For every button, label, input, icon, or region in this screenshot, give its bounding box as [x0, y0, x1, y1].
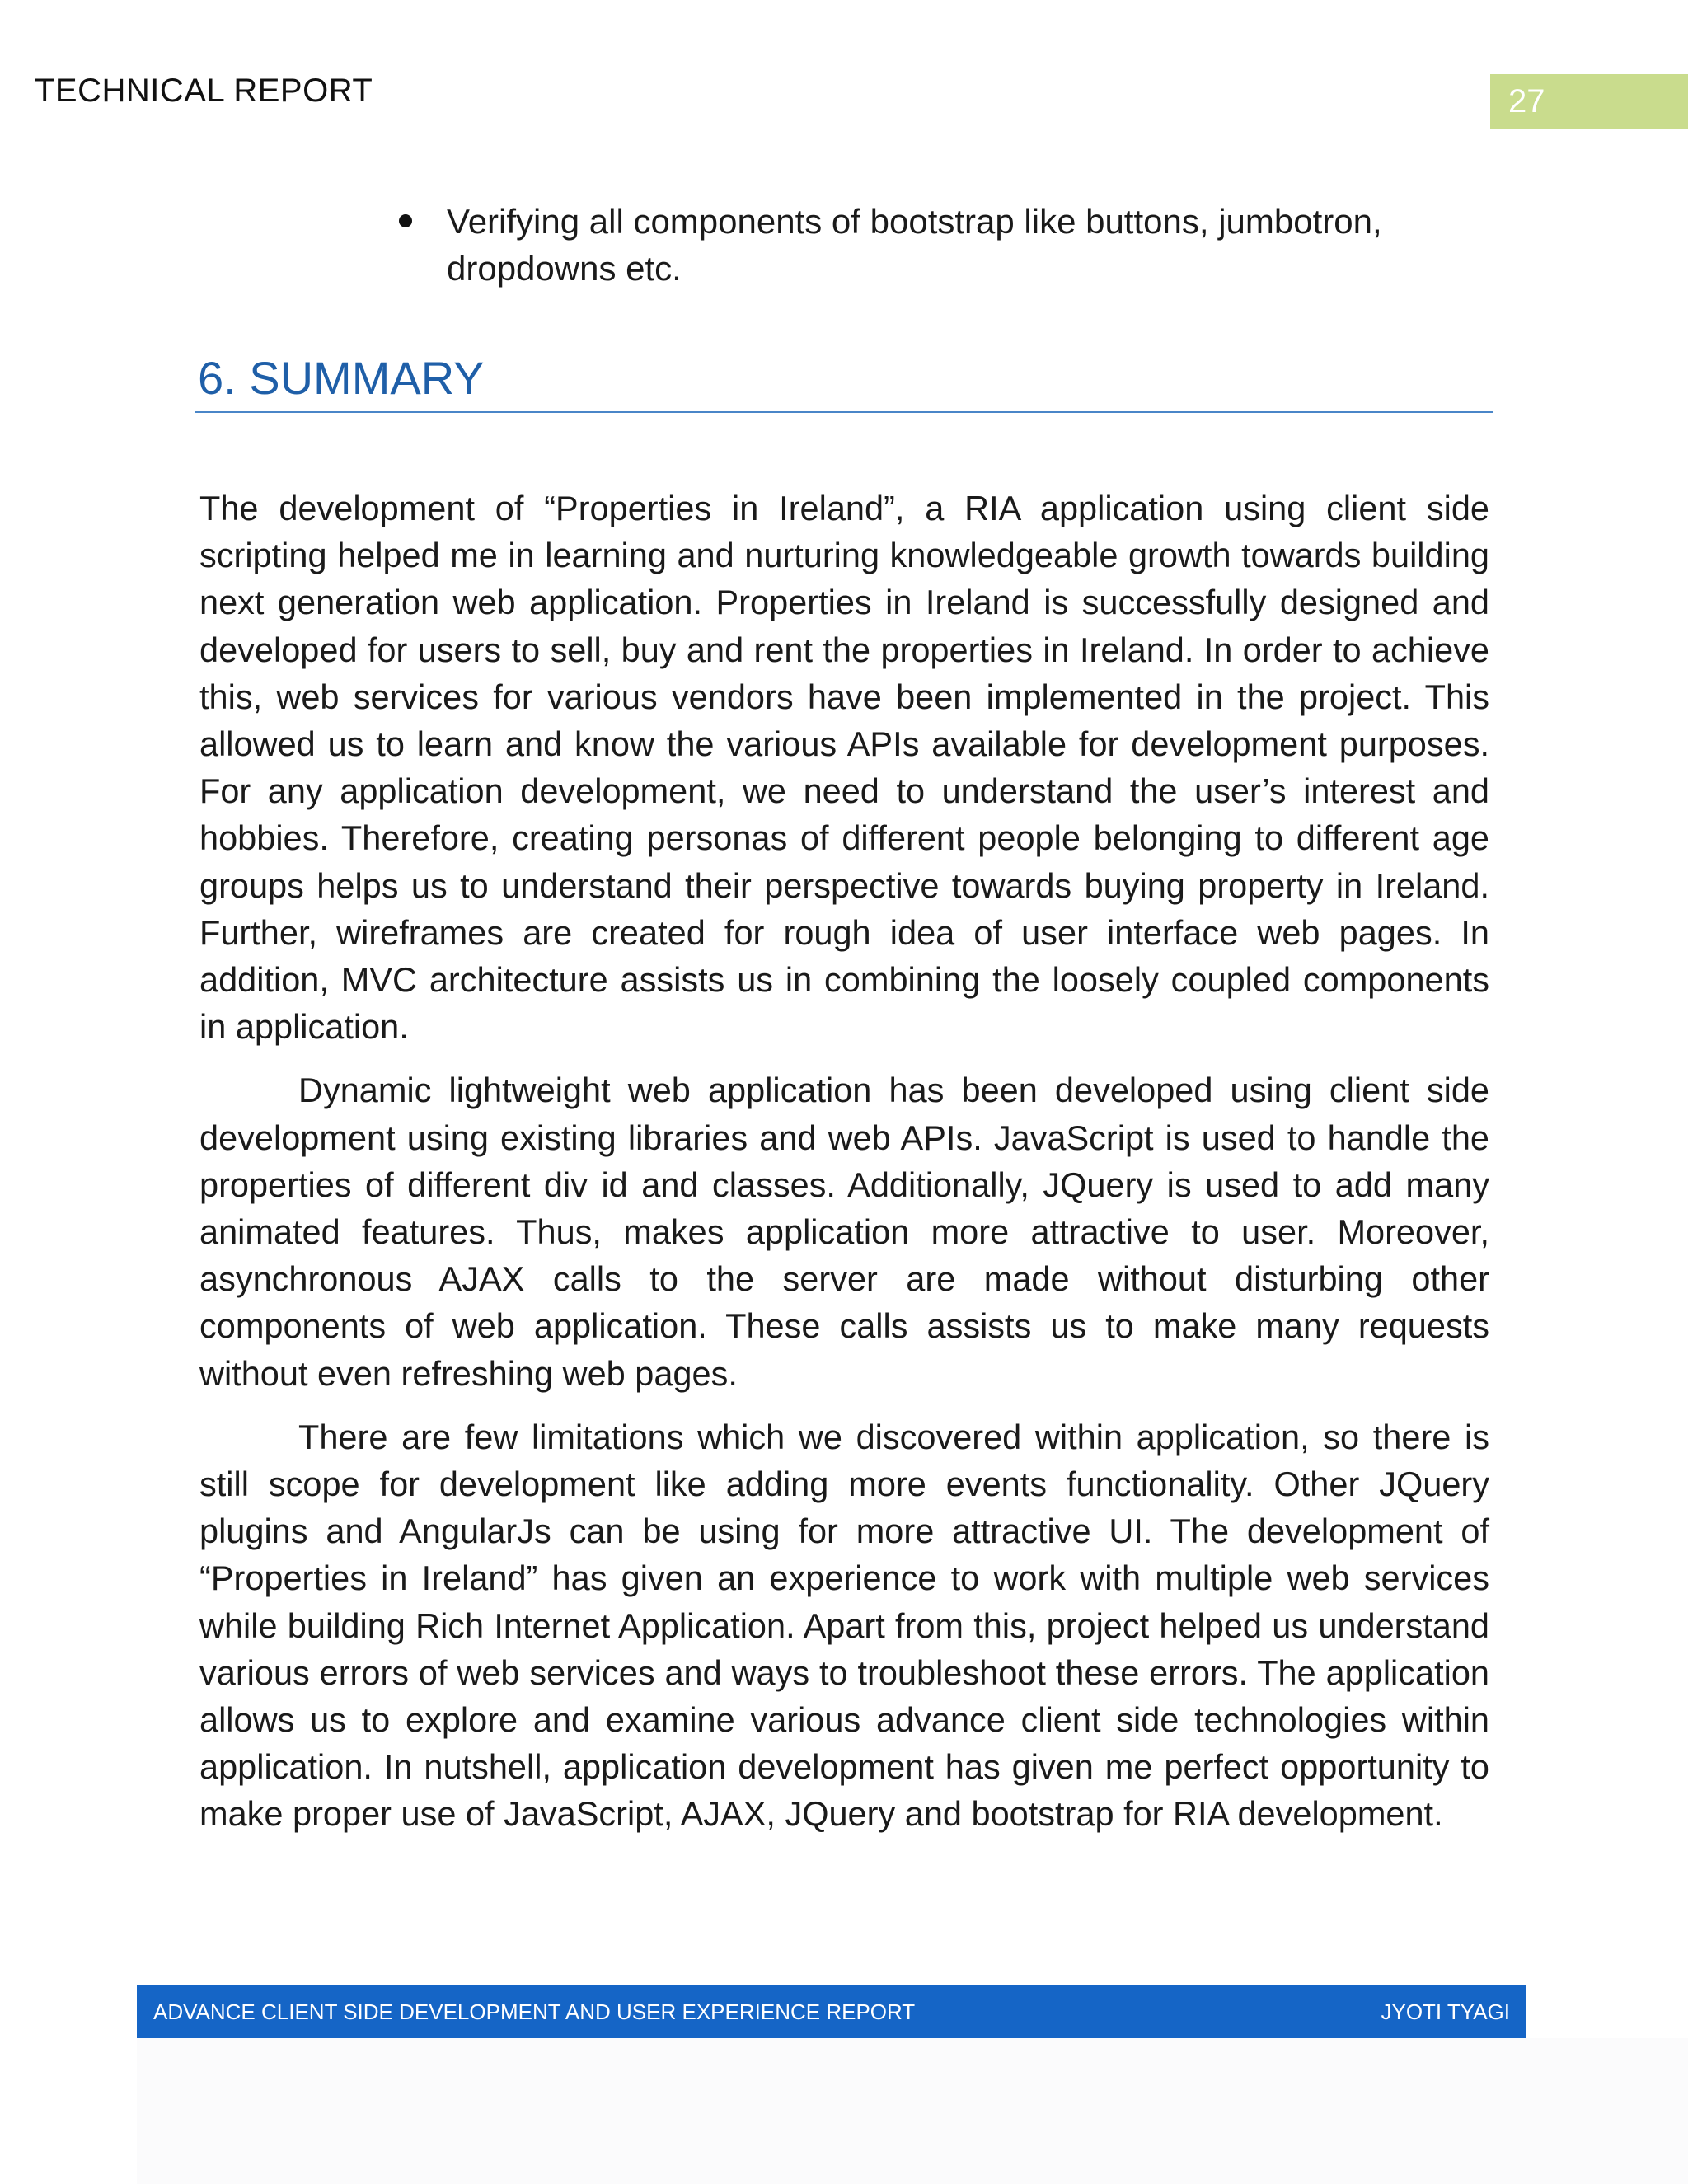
- footer-bar: [137, 1985, 1526, 2038]
- paragraph-1: The development of “Properties in Ireland”, a RIA application using client side scripting helped me in learning and nurturing knowledgeable growth towards building next generation web application. Properties in Ireland is successfully designed and developed for users to sell, buy and rent the properties in Ireland. In order to achieve this, web services for various vendors have been implemented in the project. This allowed us to learn and know the various APIs available for development purposes. For any application development, we need to understand the user’s interest and hobbies. Therefore, creating personas of different people belonging to different age groups helps us to understand their perspective towards buying property in Ireland. Further, wireframes are created for rough idea of user interface web pages. In addition, MVC architecture assists us in combining the loosely coupled components in application.: [199, 489, 1489, 1047]
- bullet-icon: [399, 214, 412, 227]
- footer-author: JYOTI TYAGI: [1381, 1999, 1510, 2024]
- footer-shade: [137, 2038, 1688, 2184]
- summary-body: [199, 485, 1489, 1854]
- paragraph-2: Dynamic lightweight web application has been developed using client side development using existing libraries and web APIs. JavaScript is used to handle the properties of different div id and classes. Additionally, JQuery is used to add many animated features. Thus, makes application more attractive to user. Moreover, asynchronous AJAX calls to the server are made without disturbing other components of web application. These calls assists us to make many requests without even refreshing web pages.: [199, 1071, 1489, 1393]
- heading-divider: [195, 411, 1493, 413]
- paragraph-3: There are few limitations which we discovered within application, so there is still scope for development like adding more events functionality. Other JQuery plugins and AngularJs can be using for more attractive UI. The development of “Properties in Ireland” has given an experience to work with multiple web services while building Rich Internet Application. Apart from this, project helped us understand various errors of web services and ways to troubleshoot these errors. The application allows us to explore and examine various advance client side technologies within application. In nutshell, application development has given me perfect opportunity to make proper use of JavaScript, AJAX, JQuery and bootstrap for RIA development.: [199, 1417, 1489, 1834]
- list-item: [396, 198, 1500, 292]
- page-number-badge: 27: [1490, 74, 1688, 129]
- list-item-text: Verifying all components of bootstrap like buttons, jumbotron, dropdowns etc.: [447, 202, 1382, 288]
- section-heading: 6. SUMMARY: [198, 352, 485, 404]
- bullet-list: [396, 198, 1500, 292]
- footer-report-title: ADVANCE CLIENT SIDE DEVELOPMENT AND USER EXPERIENCE REPORT: [153, 1999, 916, 2024]
- report-header-title: TECHNICAL REPORT: [35, 73, 373, 109]
